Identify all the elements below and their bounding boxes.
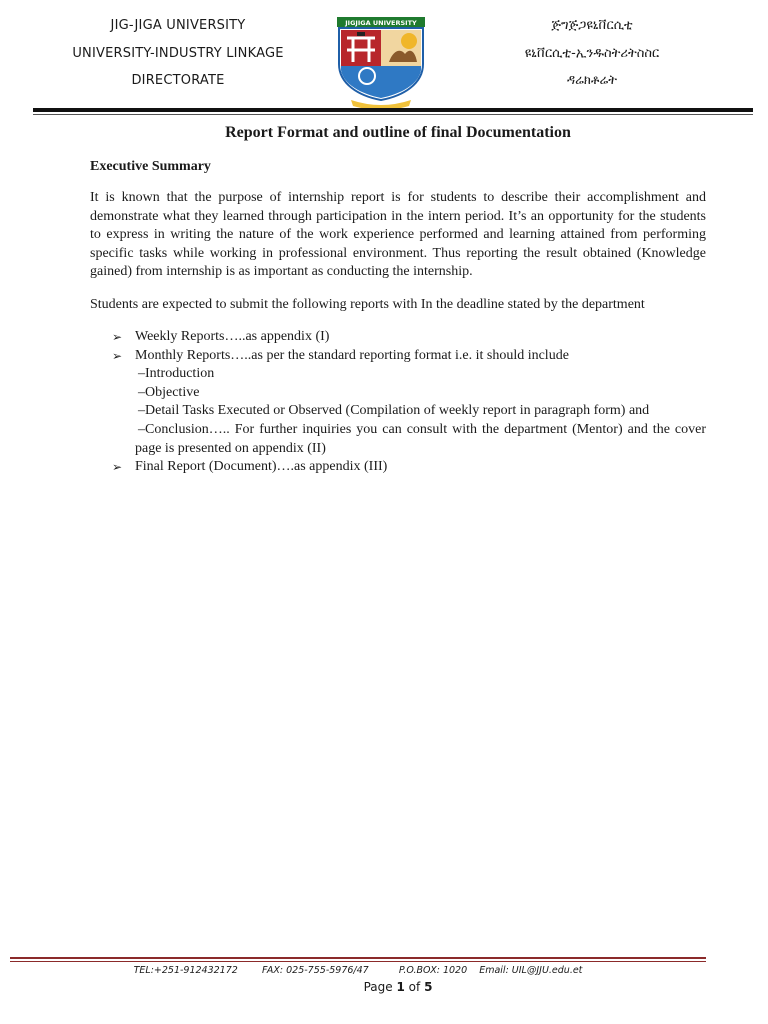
header-right-line-3: ዳሬክቶሬት — [567, 73, 617, 88]
footer-divider-thin — [10, 961, 706, 962]
list-item — [90, 347, 706, 459]
page-number — [0, 979, 768, 995]
header-divider-thick — [33, 108, 753, 112]
sub-item: –Introduction — [138, 366, 215, 382]
sub-item: –Conclusion….. For further inquiries you can consult with the department (Mentor) and the cover — [138, 421, 706, 437]
footer-contact — [0, 964, 716, 978]
footer-pobox: P.O.BOX: 1020 — [398, 965, 468, 976]
university-name-block — [38, 12, 318, 95]
sub-item-continuation: page is presented on appendix (II) — [135, 440, 326, 456]
footer-divider-thick — [10, 957, 706, 959]
university-logo — [331, 14, 431, 108]
list-item-text: Weekly Reports…..as appendix (I) — [135, 329, 330, 344]
page-current: 1 — [396, 980, 405, 994]
section-heading: Executive Summary — [90, 159, 211, 174]
document-title: Report Format and outline of final Documentation — [225, 124, 571, 141]
page-prefix: Page — [363, 980, 393, 994]
footer-fax: FAX: 025-755-5976/47 — [261, 965, 369, 976]
arrow-bullet-icon: ➢ — [112, 348, 123, 363]
footer-tel: TEL:+251-912432172 — [133, 965, 238, 976]
summary-paragraph: It is known that the purpose of internship report is for students to describe their accomplishment and demonstrate what they learned through participation in the intern period. It’s an opportunity for the students to express in writing the nature of the work experience performed and learning attained from performing specific tasks while working in professional environment. Thus reporting the result obtained (Knowledge gained) from internship is as important as conducting the internship. — [90, 190, 706, 280]
page-of: of — [408, 980, 421, 994]
header-left-line-1: JIG-JIGA UNIVERSITY — [110, 18, 246, 33]
header-divider-thin — [33, 114, 753, 115]
arrow-bullet-icon: ➢ — [112, 460, 123, 475]
list-item-text: Final Report (Document)….as appendix (III) — [135, 459, 388, 475]
list-item — [90, 328, 706, 347]
header-right-line-2: ዩኒቨርሲቲ-ኢንዱስትሪትስስር — [524, 45, 660, 61]
list-item-text: Monthly Reports…..as per the standard reporting format i.e. it should include — [135, 347, 569, 363]
header-right-line-1: ጅግጅጋዩኒቨርሲቲ — [551, 18, 633, 33]
sub-item: –Detail Tasks Executed or Observed (Compilation of weekly report in paragraph form) and — [138, 403, 650, 419]
footer-email: Email: UIL@JJU.edu.et — [479, 965, 583, 976]
requirements-paragraph: Students are expected to submit the following reports with In the deadline stated by the department — [90, 297, 645, 312]
sub-item: –Objective — [138, 384, 200, 400]
amharic-name-block — [472, 12, 712, 95]
arrow-bullet-icon: ➢ — [112, 330, 123, 344]
report-list — [90, 328, 706, 477]
list-item — [90, 458, 706, 477]
logo-banner-text: JIGJIGA UNIVERSITY — [345, 19, 417, 27]
page-total: 5 — [424, 980, 433, 994]
header-left-line-3: DIRECTORATE — [131, 73, 225, 88]
header-left-line-2: UNIVERSITY-INDUSTRY LINKAGE — [72, 45, 284, 61]
